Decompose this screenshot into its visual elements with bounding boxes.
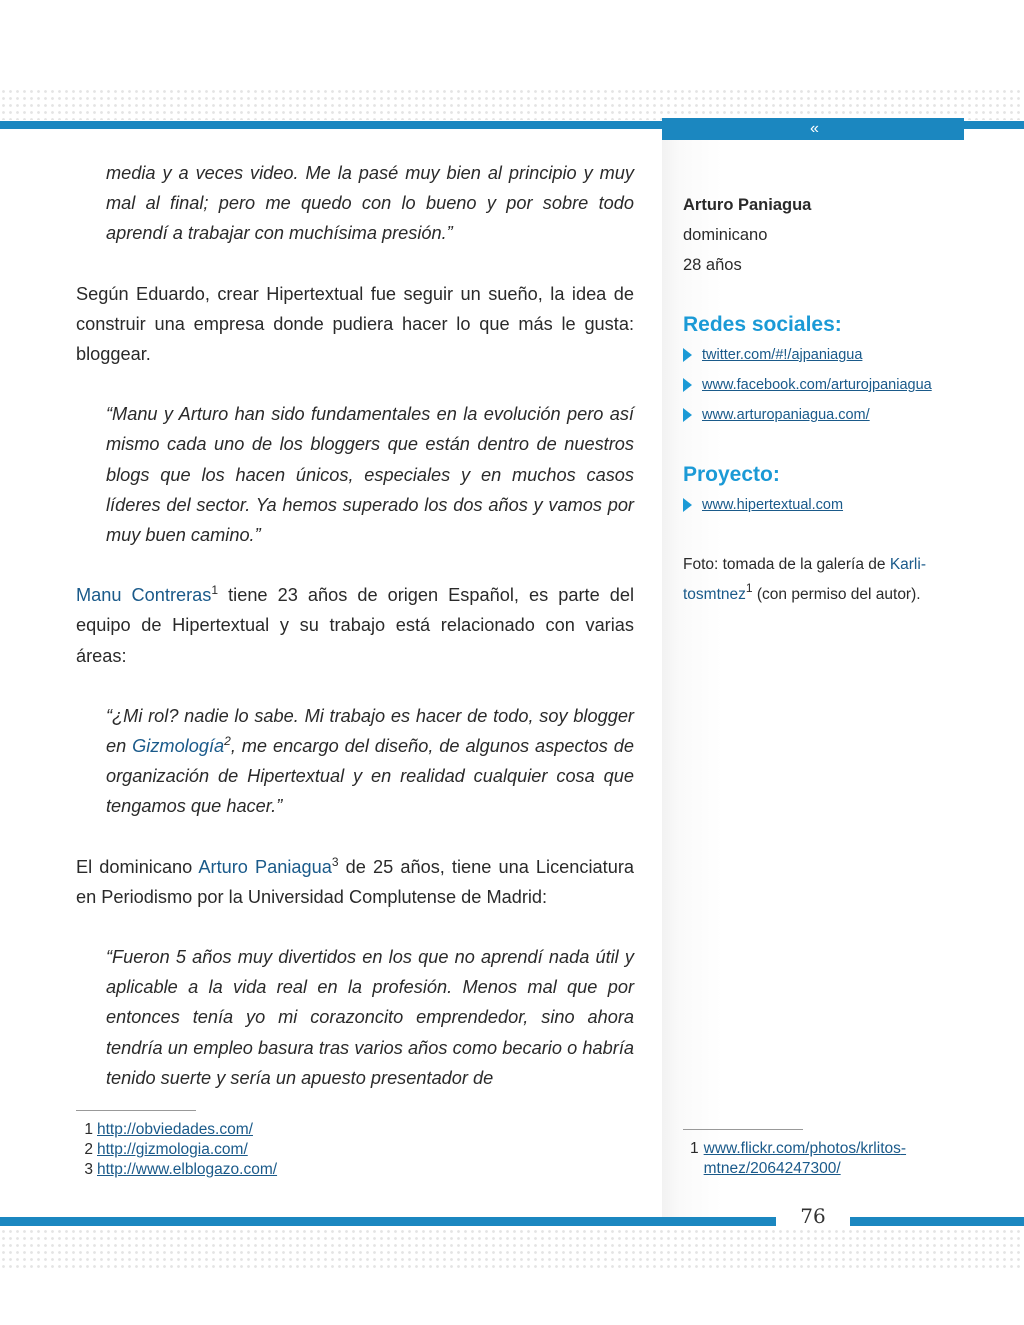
twitter-link[interactable]: twitter.com/#!/ajpaniagua — [702, 347, 863, 363]
profile-name: Arturo Paniagua — [683, 196, 812, 214]
footnote-ref: 3 — [331, 854, 339, 869]
quote-block: “Fueron 5 años muy divertidos en los que no aprendí nada útil y aplicable a la vida real en la profesión. Menos mal que por entonces tenía yo mi corazoncito emprendedor, sino ahora tendría un empleo basura tras varios años como becario o habría tenido suerte y sería un apuesto presentador de — [106, 947, 634, 1088]
sidebar — [683, 190, 953, 610]
sidebar-footnote-divider — [683, 1129, 803, 1130]
project-link[interactable]: www.hipertextual.com — [702, 497, 844, 513]
social-link-item — [683, 370, 953, 400]
social-heading: Redes sociales: — [683, 313, 842, 336]
person-link-arturo[interactable]: Arturo Paniagua — [198, 856, 332, 877]
bottom-accent-bar-left — [0, 1217, 776, 1226]
footnote-item: 2 http://gizmologia.com/ — [84, 1141, 248, 1158]
footnote-divider — [76, 1110, 196, 1111]
footnote-item: 3 http://www.elblogazo.com/ — [84, 1161, 278, 1178]
facebook-link[interactable]: www.facebook.com/arturojpaniagua — [702, 377, 932, 393]
photographer-link[interactable]: Karlitosmtnez — [683, 556, 926, 603]
top-dot-pattern — [0, 88, 1024, 120]
quote-block: media y a veces video. Me la pasé muy bien al principio y muy mal al final; pero me quedo con lo bueno y por sobre todo aprendí a trabajar con muchísima presión.” — [106, 163, 634, 244]
quote-block: “Manu y Arturo han sido fundamentales en la evolución pero así mismo cada uno de los bloggers que están dentro de nuestros blogs que los hacen únicos, especiales y en muchos casos líderes del sector. Ya hemos superado los dos años y vamos por muy buen camino.” — [106, 404, 634, 546]
double-chevron-left-icon: « — [810, 120, 816, 137]
footnotes — [76, 1120, 277, 1180]
footnote-link[interactable]: http://obviedades.com/ — [97, 1121, 253, 1138]
flickr-link[interactable]: www.flickr.com/photos/krlitosmtnez/2064247300/ — [703, 1140, 907, 1177]
footnote-item: 1 http://obviedades.com/ — [84, 1121, 253, 1138]
footnote-link[interactable]: http://gizmologia.com/ — [97, 1141, 248, 1158]
website-link[interactable]: www.arturopaniagua.com/ — [702, 407, 870, 423]
paragraph: El dominicano Arturo Paniagua$^3$ de 25 años, tiene una Licenciatura en Periodismo por la Universidad Complutense de Madrid: — [76, 854, 634, 907]
bottom-accent-bar-right — [850, 1217, 1024, 1226]
main-column — [76, 158, 634, 1093]
footnote-link[interactable]: http://www.elblogazo.com/ — [97, 1161, 278, 1178]
social-link-item — [683, 340, 953, 370]
photo-caption: Foto: tomada de la galería de Karlitosmtnez$^1$ (con permiso del autor). — [683, 556, 926, 603]
sidebar-tab — [662, 118, 964, 140]
footnote-ref: 1 — [211, 583, 219, 598]
gizmologia-link[interactable]: Gizmología — [132, 736, 225, 757]
triangle-bullet-icon — [683, 348, 692, 362]
project-link-item — [683, 490, 953, 520]
sidebar-footnote: 1 www.flickr.com/photos/krlitosmtnez/2064247300/ — [690, 1139, 950, 1179]
profile-nationality: dominicano — [683, 226, 768, 244]
profile-age: 28 años — [683, 256, 742, 274]
footnote-ref: 1 — [745, 581, 753, 595]
footnote-ref: 2 — [224, 734, 231, 749]
quote-block: “¿Mi rol? nadie lo sabe. Mi trabajo es hacer de todo, soy blogger en Gizmología$^2$, me encargo del diseño, de algunos aspectos de organización de Hipertextual y en realidad cualquier cosa que tengamos que hacer.” — [106, 705, 634, 817]
person-link-manu[interactable]: Manu Contreras — [76, 585, 212, 606]
bottom-dot-pattern — [0, 1228, 1024, 1270]
paragraph: Según Eduardo, crear Hipertextual fue seguir un sueño, la idea de construir una empresa donde pudiera hacer lo que más le gusta: bloggear. — [76, 283, 634, 365]
project-heading: Proyecto: — [683, 463, 780, 486]
triangle-bullet-icon — [683, 498, 692, 512]
triangle-bullet-icon — [683, 378, 692, 392]
page-number: 76 — [800, 1204, 826, 1228]
triangle-bullet-icon — [683, 408, 692, 422]
social-link-item — [683, 400, 953, 430]
paragraph: Manu Contreras$^1$ tiene 23 años de origen Español, es parte del equipo de Hipertextual y su trabajo está relacionado con varias áreas: — [76, 583, 634, 666]
